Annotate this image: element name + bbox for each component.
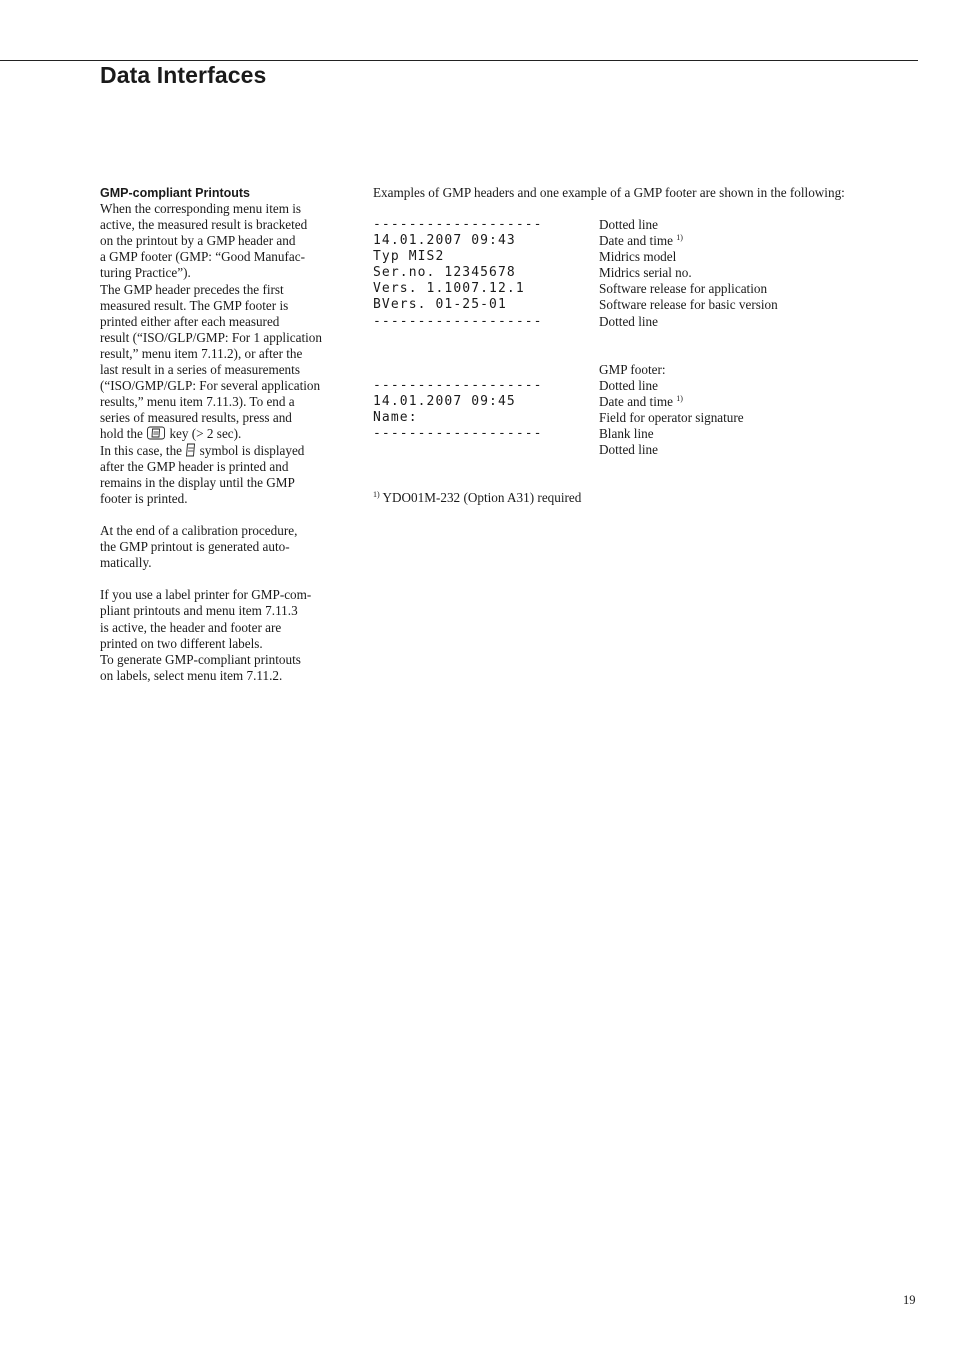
printout-line: BVers. 01-25-01	[373, 297, 507, 313]
top-rule	[0, 60, 918, 61]
description-line: Blank line	[599, 426, 654, 442]
description-line	[599, 394, 744, 410]
description-text: Date and time	[599, 233, 673, 249]
text-line: the GMP printout is generated auto-	[100, 539, 290, 555]
gmp-paragraph-1	[100, 185, 340, 507]
text-line: on the printout by a GMP header and	[100, 233, 296, 249]
gmp-paragraph-3	[100, 587, 340, 684]
intro-text: Examples of GMP headers and one example of a GMP footer are shown in the following:	[373, 185, 845, 200]
description-line	[599, 233, 778, 249]
left-column	[100, 185, 340, 700]
gmp-header-printout	[373, 217, 543, 330]
text-line: series of measured results, press and	[100, 410, 292, 426]
printout-line: 14.01.2007 09:45	[373, 394, 516, 410]
text-line: is active, the header and footer are	[100, 619, 282, 635]
text-line: printed on two different labels.	[100, 635, 263, 651]
printout-line: -------------------	[373, 313, 543, 329]
section-heading: GMP-compliant Printouts	[100, 186, 250, 200]
description-line: Midrics model	[599, 249, 677, 265]
text-line: remains in the display until the GMP	[100, 474, 295, 490]
text-line: turing Practice”).	[100, 265, 191, 281]
printout-line: -------------------	[373, 426, 543, 442]
hold-pre-text: hold the	[100, 426, 143, 442]
gmp-footer-printout	[373, 378, 543, 442]
text-line: a GMP footer (GMP: “Good Manufac-	[100, 249, 305, 265]
printout-line: Ser.no. 12345678	[373, 265, 516, 281]
description-line: Dotted line	[599, 442, 658, 458]
text-line: When the corresponding menu item is	[100, 201, 302, 217]
gmp-footer-descriptions	[599, 378, 744, 458]
printout-line: 14.01.2007 09:43	[373, 233, 516, 249]
text-line: The GMP header precedes the first	[100, 281, 284, 297]
text-line: result (“ISO/GLP/GMP: For 1 application	[100, 329, 322, 345]
print-key-icon	[146, 426, 166, 440]
description-line: Software release for application	[599, 281, 768, 297]
symbol-line	[100, 443, 340, 459]
case-post-text: symbol is displayed	[199, 442, 305, 458]
text-line: footer is printed.	[100, 490, 188, 506]
description-line: Dotted line	[599, 313, 658, 329]
footnote-ref: 1)	[676, 394, 683, 404]
text-line: after the GMP header is printed and	[100, 458, 289, 474]
text-line: active, the measured result is bracketed	[100, 217, 308, 233]
printout-line: Typ MIS2	[373, 249, 445, 265]
page-title: Data Interfaces	[100, 62, 267, 88]
text-line: printed either after each measured	[100, 313, 280, 329]
printout-line: Vers. 1.1007.12.1	[373, 281, 525, 297]
footnote-ref: 1)	[676, 233, 683, 243]
gmp-header-descriptions	[599, 217, 778, 330]
text-line: To generate GMP-compliant printouts	[100, 651, 301, 667]
footnote-text: YDO01M-232 (Option A31) required	[382, 490, 582, 505]
text-line: last result in a series of measurements	[100, 362, 300, 378]
text-line: measured result. The GMP footer is	[100, 297, 289, 313]
gmp-footer-label: GMP footer:	[599, 362, 666, 377]
text-line: (“ISO/GMP/GLP: For several application	[100, 378, 321, 394]
text-line: result,” menu item 7.11.2), or after the	[100, 345, 303, 361]
hold-post-text: key (> 2 sec).	[169, 426, 242, 442]
case-pre-text: In this case, the	[100, 442, 183, 458]
description-line: Dotted line	[599, 378, 658, 393]
footnote-mark: 1)	[373, 490, 380, 499]
text-line: At the end of a calibration procedure,	[100, 522, 298, 538]
printout-line: -------------------	[373, 378, 543, 393]
page-number: 19	[903, 1293, 916, 1307]
description-text: Date and time	[599, 394, 673, 410]
description-line: Midrics serial no.	[599, 265, 692, 281]
printout-line: Name:	[373, 410, 418, 426]
description-line: Software release for basic version	[599, 297, 778, 313]
hold-key-line	[100, 426, 340, 442]
text-line: on labels, select menu item 7.11.2.	[100, 667, 283, 683]
text-line: results,” menu item 7.11.3). To end a	[100, 394, 295, 410]
gmp-paragraph-2	[100, 523, 340, 571]
description-line: Dotted line	[599, 217, 658, 232]
gmp-symbol-icon	[185, 443, 196, 457]
footnote	[373, 490, 581, 506]
text-line: matically.	[100, 555, 152, 571]
description-line: Field for operator signature	[599, 410, 744, 426]
printout-line: -------------------	[373, 217, 543, 232]
text-line: pliant printouts and menu item 7.11.3	[100, 603, 298, 619]
text-line: If you use a label printer for GMP-com-	[100, 587, 312, 603]
